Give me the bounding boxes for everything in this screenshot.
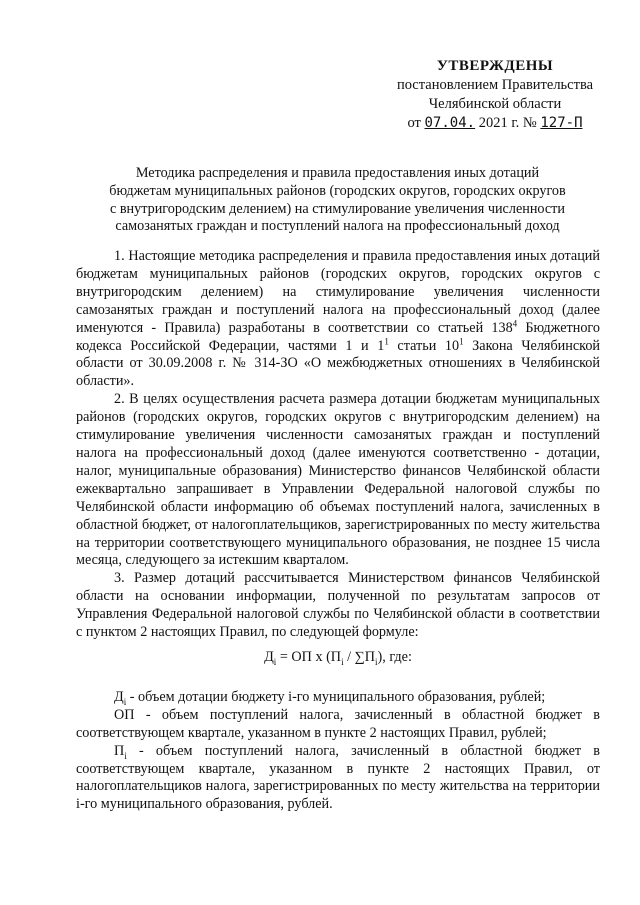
def1-symbol: Д: [114, 688, 124, 705]
title-line-4: самозанятых граждан и поступлений налога на профессиональный доход: [115, 218, 560, 235]
paragraph-2: 2. В целях осуществления расчета размера дотации бюджетам муниципальных районов (городских округов, городских округов с внутригородским делением) на стимулирование увеличения численности самозанятых граждан и поступлений налога на профессиональный доход (далее именуются соответственно - дотации, налог, муниципальные образования) Министерство финансов Челябинской области ежеквартально запрашивает в Управлении Федеральной налоговой службы по Челябинской области информацию об объемах поступлений налога, зачисленных в областной бюджет, от налогоплательщиков, зарегистрированных по месту жительства на территории соответствующего муниципального образования, не позднее 15 числа месяца, следующего за истекшим кварталом.: [76, 391, 600, 569]
p1-text-a: 1. Настоящие методика распределения и правила предоставления иных дотаций бюджетам муниципальных районов (городских округов, городских округов с внутригородским делением) на стимулирование увеличения численности самозанятых граждан и поступлений налога на профессиональный доход (далее именуются - Правила) разработаны в соответствии со статьей 138: [76, 248, 600, 336]
date-prefix: от: [407, 115, 421, 131]
definitions: [76, 689, 600, 814]
formula-p2-sub: i: [374, 656, 378, 667]
date-value: 07.04.: [424, 115, 476, 131]
paragraph-1: [76, 248, 600, 391]
formula-tail: ), где:: [377, 648, 412, 665]
p1-sup-a: 4: [512, 317, 518, 328]
document-title: [70, 165, 605, 236]
def3-symbol: П: [114, 742, 125, 759]
decree-number: 127-П: [540, 115, 583, 131]
title-line-3: с внутригородским делением) на стимулирование увеличения численности: [110, 200, 565, 217]
document-body: [76, 248, 600, 814]
p1-text-d: Закона Челябинской области от 30.09.2008 г. № 314-ЗО «О межбюджетных отношениях в Челябинской области».: [76, 337, 601, 390]
approval-heading: УТВЕРЖДЕНЫ: [436, 58, 554, 74]
formula: [76, 647, 600, 667]
p1-sup-b: 1: [384, 335, 389, 346]
def1-text: - объем дотации бюджету i-го муниципального образования, рублей;: [126, 688, 546, 705]
p1-text-c: статьи 10: [388, 337, 460, 354]
year-text: 2021 г. №: [478, 115, 537, 131]
title-line-2: бюджетам муниципальных районов (городских округов, городских округов: [109, 182, 566, 199]
title-line-1: Методика распределения и правила предоставления иных дотаций: [135, 165, 540, 181]
approval-line-1: постановлением Правительства: [396, 77, 594, 93]
approval-line-2: Челябинской области: [428, 96, 562, 112]
def3-sub: i: [124, 750, 127, 761]
p1-text-b: Бюджетного кодекса Российской Федерации, частями 1 и 1: [76, 319, 600, 354]
formula-p-sub: i: [341, 656, 344, 667]
approval-date-line: [380, 114, 610, 133]
formula-eq: = ОП х (П: [276, 648, 342, 665]
formula-mid: / ∑П: [343, 648, 375, 665]
paragraph-3: 3. Размер дотаций рассчитывается Министерством финансов Челябинской области на основании информации, полученной по результатам запросов от Управления Федеральной налоговой службы по Челябинской области в соответствии с пунктом 2 настоящих Правил, по следующей формуле:: [76, 570, 600, 641]
formula-lhs-sub: i: [273, 656, 277, 667]
definition-1: [76, 689, 600, 707]
def1-sub: i: [123, 696, 127, 707]
approval-stamp: [380, 57, 610, 133]
definition-3: [76, 743, 600, 815]
formula-lhs: Д: [264, 648, 274, 665]
definition-2: ОП - объем поступлений налога, зачисленный в областной бюджет в соответствующем квартале, указанном в пункте 2 настоящих Правил, рублей;: [76, 706, 600, 741]
p1-sup-c: 1: [459, 335, 464, 346]
def3-text: - объем поступлений налога, зачисленный в областной бюджет в соответствующем квартале, указанном в пункте 2 настоящих Правил, от налогоплательщиков налога, зарегистрированных по месту жительства на территории i-го муниципального образования, рублей.: [76, 742, 600, 813]
